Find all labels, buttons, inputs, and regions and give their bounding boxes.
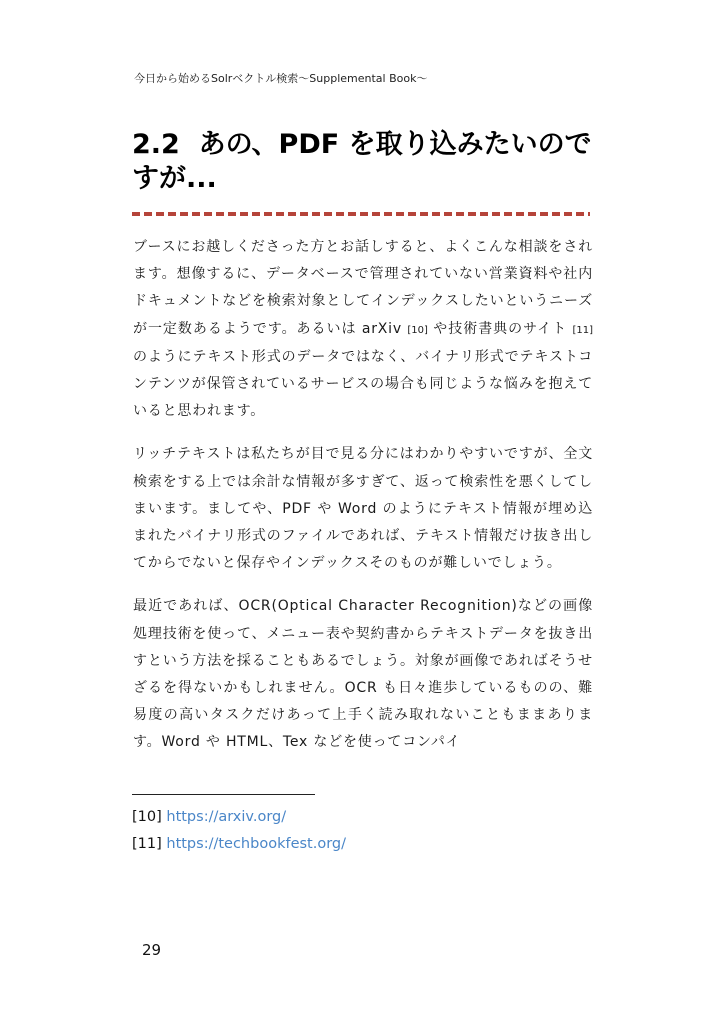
footnote-11 — [132, 831, 346, 858]
footnote-number: [11] — [132, 836, 162, 852]
section-title — [132, 128, 602, 196]
paragraph-text: や技術書典のサイト — [427, 320, 573, 337]
citation-11[interactable]: [11] — [572, 324, 593, 336]
section-title-line2: すが... — [132, 163, 217, 194]
section-title-line1: 2.2 あの、PDF を取り込みたいので — [132, 129, 592, 160]
citation-10[interactable]: [10] — [407, 324, 428, 336]
footnote-10 — [132, 804, 346, 831]
paragraph-text: ブースにお越しくださった方とお話しすると、よくこんな相談をされます。想像するに、データベースで管理されていない営業資料や社内ドキュメントなどを検索対象としてインデックスしたいというニーズが一定数あるようです。あるいは arXiv — [133, 239, 593, 337]
body-text — [133, 234, 593, 773]
paragraph-1 — [133, 234, 593, 425]
footnote-number: [10] — [132, 809, 162, 825]
footnote-separator — [132, 794, 315, 795]
footnote-link-arxiv[interactable]: https://arxiv.org/ — [166, 809, 287, 825]
paragraph-3: 最近であれば、OCR(Optical Character Recognition)などの画像処理技術を使って、メニュー表や契約書からテキストデータを抜き出すという方法を採ることもあるでしょう。対象が画像であればそうせざるを得ないかもしれません。OCR も日々進歩しているものの、難易度の高いタスクだけあって上手く読み取れないこともままあります。Word や HTML、Tex などを使ってコンパイ — [133, 598, 593, 751]
footnote-link-techbookfest[interactable]: https://techbookfest.org/ — [166, 836, 347, 852]
running-header: 今日から始めるSolrベクトル検索〜Supplemental Book〜 — [134, 72, 428, 85]
paragraph-text: のようにテキスト形式のデータではなく、バイナリ形式でテキストコンテンツが保管されているサービスの場合も同じような悩みを抱えていると思われます。 — [133, 348, 593, 420]
title-dashed-rule — [132, 212, 590, 216]
paragraph-2: リッチテキストは私たちが目で見る分にはわかりやすいですが、全文検索をする上では余計な情報が多すぎて、返って検索性を悪くしてしまいます。ましてや、PDF や Word のようにテキスト情報が埋め込まれたバイナリ形式のファイルであれば、テキスト情報だけ抜き出してからでないと保存やインデックスそのものが難しいでしょう。 — [133, 446, 593, 572]
footnotes — [132, 804, 346, 858]
page-number: 29 — [142, 941, 162, 959]
